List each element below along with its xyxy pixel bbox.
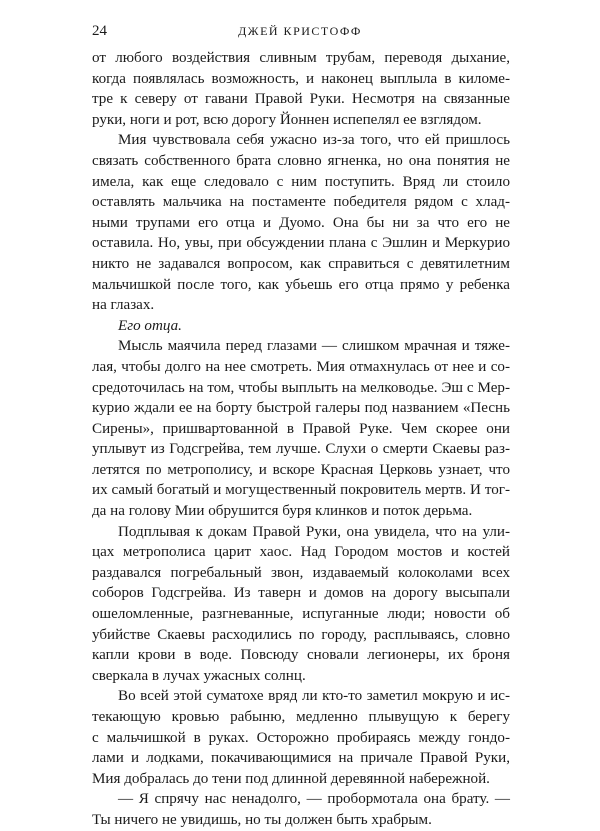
text-line: летятся по метрополису, и вскоре Красная Церковь узнает, что: [92, 461, 510, 478]
text-line: средоточилась на том, чтобы выплыть на мелководье. Эш с Мер-: [92, 379, 510, 396]
text-line: когда появлялась возможность, и наконец выплыла в киломе-: [92, 70, 510, 87]
text-line: ными трупами его отца и Дуомо. Она бы ни за что его не: [92, 214, 510, 231]
body-text: [92, 48, 510, 831]
text-line: оставлять мальчика на постаменте победителя рядом с хлад-: [92, 194, 510, 211]
text-line: лая, чтобы долго на нее смотреть. Мия отмахнулась от нее и со-: [92, 358, 510, 375]
page-number: 24: [92, 23, 107, 39]
paragraph: [92, 686, 510, 789]
text-line: с мальчишкой в руках. Осторожно пробираясь между гондо-: [92, 729, 510, 746]
paragraph: [92, 336, 510, 521]
text-line: цах метрополиса царит хаос. Над Городом мостов и костей: [92, 544, 510, 561]
text-line: сверкала в лучах ужасных солнц.: [92, 667, 306, 684]
text-line: уплывут из Годсгрейва, тем лучше. Слухи о смерти Скаевы раз-: [92, 441, 510, 458]
paragraph-dialogue: [92, 789, 510, 830]
text-line: лами и лодками, покачивающимися на причале Правой Руки,: [92, 750, 510, 767]
text-line: капли крови в воде. Повсюду сновали легионеры, их броня: [92, 647, 510, 664]
text-line: Ты ничего не увидишь, но ты должен быть храбрым.: [92, 811, 432, 828]
text-line: Сирены», пришвартованной в Правой Руке. Чем скорее они: [92, 420, 510, 437]
paragraph: [92, 130, 510, 315]
text-line: да на голову Мии обрушится буря клинков и поток дерьма.: [92, 503, 473, 520]
text-line: никто не задавался вопросом, как справиться с девятилетним: [92, 255, 510, 272]
paragraph: [92, 522, 510, 687]
running-header-author: ДЖЕЙ КРИСТОФФ: [238, 24, 362, 38]
text-line: курио ждали ее на борту быстрой галеры под названием «Песнь: [92, 400, 510, 417]
text-line: Мысль маячила перед глазами — слишком мрачная и тяже-: [118, 338, 510, 355]
paragraph: [92, 48, 510, 130]
text-line: оставила. Но, увы, при обсуждении плана с Эшлин и Меркурио: [92, 235, 510, 252]
text-line: раздавался погребальный звон, издаваемый колоколами всех: [92, 564, 510, 581]
text-line: на глазах.: [92, 297, 155, 314]
text-line: текающую кровью рабыню, медленно плывущую к берегу: [92, 709, 510, 725]
text-line: Мия добралась до тени под длинной деревянной набережной.: [92, 770, 490, 787]
text-line: их самый богатый и могущественный покровитель мертв. И тог-: [92, 482, 510, 499]
text-line: мальчишкой после того, как убьешь его отца прямо у ребенка: [92, 276, 510, 293]
text-line: тре к северу от гавани Правой Руки. Несмотря на связанные: [92, 91, 510, 108]
text-line: Во всей этой суматохе вряд ли кто-то заметил мокрую и ис-: [118, 688, 510, 705]
text-line: — Я спрячу нас ненадолго, — пробормотала она брату. —: [118, 791, 510, 808]
text-line: Мия чувствовала себя ужасно из-за того, что ей пришлось: [118, 132, 510, 149]
text-line: Подплывая к докам Правой Руки, она увидела, что на ули-: [118, 523, 510, 540]
paragraph-italic: [92, 316, 510, 337]
text-line: убийстве Скаевы расходились по городу, расплываясь, словно: [92, 626, 510, 643]
text-line: имела, как еще следовало с ним поступить. Вряд ли стоило: [92, 173, 510, 190]
text-line: руки, ноги и рот, всю дорогу Йоннен испепелял ее взглядом.: [92, 111, 482, 128]
text-line: связать собственного брата словно ягненка, но она понятия не: [92, 152, 510, 169]
text-line: от любого воздействия сливным трубам, переводя дыхание,: [92, 50, 510, 66]
text-line: ошеломленные, разгневанные, испуганные люди; новости об: [92, 606, 510, 623]
text-line: соборов Годсгрейва. Из таверн и домов на дорогу высыпали: [92, 585, 510, 602]
text-line: Его отца.: [118, 317, 182, 334]
